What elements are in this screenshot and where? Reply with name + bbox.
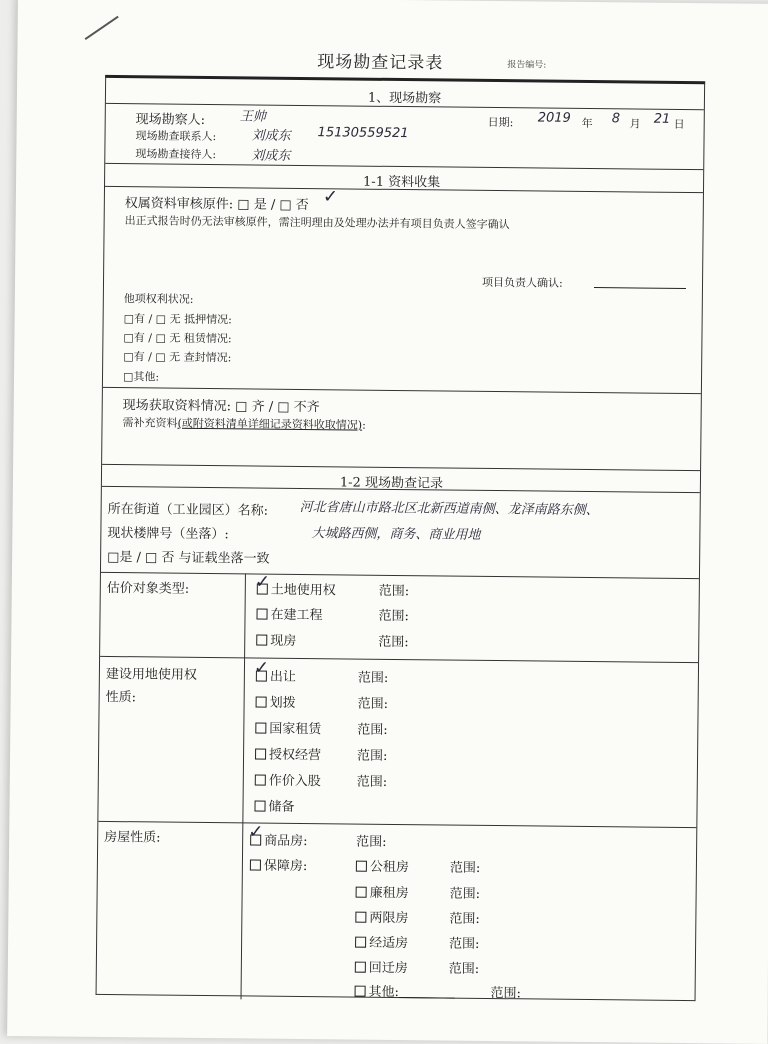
street-label: 所在街道（工业园区）名称: <box>107 501 269 519</box>
inspector-label: 现场勘察人: <box>135 112 206 128</box>
project-leader-confirm-label: 项目负责人确认: <box>481 275 563 290</box>
date-year: 2019 <box>537 110 571 126</box>
land-use-check-mark: ✓ <box>253 657 270 679</box>
land-use-label-2: 性质: <box>105 689 137 706</box>
other-rights-label: 他项权利状况: <box>123 292 194 306</box>
other-row: □其他: <box>122 370 160 384</box>
house-sub-item: 公租房 <box>356 856 409 876</box>
building-label: 现状楼牌号（坐落）: <box>107 525 229 543</box>
obtained-materials-row: 现场获取资料情况: □ 齐 / □ 不齐 <box>122 398 320 416</box>
valuation-range: 范围: <box>378 634 409 651</box>
date-label: 日期: <box>487 115 514 130</box>
lease-row: □有 / □ 无 租赁情况: <box>123 331 232 346</box>
house-sub-range: 范围: <box>449 860 481 876</box>
inspection-form <box>96 75 706 1001</box>
contact-phone: 15130559521 <box>317 125 409 142</box>
valuation-item: 现房 <box>256 630 296 649</box>
house-sub-item: 回迁房 <box>355 957 408 977</box>
consistency-row: □是 / □ 否 与证载坐落一致 <box>107 549 270 567</box>
land-use-range: 范围: <box>357 722 388 738</box>
land-use-item: 出让 <box>256 666 296 685</box>
house-sub-range: 范围: <box>449 936 480 952</box>
report-number-label: 报告编号: <box>507 60 547 71</box>
section-1-1-heading: 1-1 资料收集 <box>362 174 441 191</box>
house-commercial-range: 范围: <box>356 834 387 850</box>
house-nature-label: 房屋性质: <box>104 829 161 846</box>
house-other: 其他: <box>355 981 456 1001</box>
house-check-mark: ✓ <box>248 821 264 843</box>
land-use-range: 范围: <box>357 670 389 686</box>
land-use-label: 建设用地使用权 <box>105 666 197 683</box>
contact-label: 现场勘查联系人: <box>135 129 217 144</box>
date-year-unit: 年 <box>581 116 593 131</box>
ownership-check-mark: ✓ <box>322 186 339 208</box>
section-1-2-heading: 1-2 现场勘查记录 <box>339 475 444 492</box>
house-other-range: 范围: <box>490 986 522 1002</box>
valuation-type-label: 估价对象类型: <box>106 580 190 597</box>
valuation-item: 在建工程 <box>256 604 322 624</box>
paper-sheet <box>7 0 768 1044</box>
land-use-item: 授权经营 <box>255 744 321 764</box>
land-use-range: 范围: <box>357 696 389 712</box>
land-use-range: 范围: <box>356 748 388 764</box>
date-day-unit: 日 <box>673 117 685 131</box>
confirm-signature-line <box>594 277 686 289</box>
receiver-label: 现场勘查接待人: <box>135 147 217 162</box>
house-sub-item: 经适房 <box>355 932 408 952</box>
inspector-value: 王帅 <box>239 109 266 125</box>
land-use-item: 国家租赁 <box>255 718 321 738</box>
supplement-label: 需补充资料(或附资料清单详细记录资料收取情况): <box>122 416 366 432</box>
valuation-item: 土地使用权 <box>257 579 336 599</box>
receiver-value: 刘成东 <box>251 148 291 164</box>
form-title: 现场勘查记录表 <box>317 52 444 74</box>
street-value: 河北省唐山市路北区北新西道南侧、龙泽南路东侧、 <box>299 499 599 519</box>
valuation-check-mark: ✓ <box>254 571 271 593</box>
land-use-item: 划拨 <box>256 692 296 711</box>
land-use-item: 作价入股 <box>255 770 321 790</box>
house-sub-range: 范围: <box>449 886 481 902</box>
building-value: 大城路西侧，商务、商业用地 <box>311 526 481 543</box>
seal-row: □有 / □ 无 查封情况: <box>123 350 232 365</box>
date-month: 8 <box>611 111 621 127</box>
mortgage-row: □有 / □ 无 抵押情况: <box>123 312 232 327</box>
contact-value: 刘成东 <box>251 128 291 144</box>
valuation-range: 范围: <box>378 583 410 600</box>
house-sub-range: 范围: <box>448 961 480 977</box>
house-sub-item: 廉租房 <box>356 882 409 902</box>
valuation-range: 范围: <box>378 608 409 625</box>
date-month-unit: 月 <box>629 117 641 131</box>
land-use-range: 范围: <box>356 774 388 790</box>
land-use-item: 储备 <box>254 796 294 815</box>
house-sub-item: 两限房 <box>355 907 408 927</box>
ownership-review: 权属资料审核原件: □ 是 / □ 否 <box>124 196 309 214</box>
ownership-note: 出正式报告时仍无法审核原件，需注明理由及处理办法并有项目负责人签字确认 <box>124 214 510 232</box>
house-sub-range: 范围: <box>449 911 480 927</box>
house-affordable: 保障房: <box>250 854 308 874</box>
date-day: 21 <box>653 111 671 127</box>
house-commercial: 商品房: <box>250 829 308 849</box>
pen-mark <box>85 16 119 40</box>
section-1-heading: 1、现场勘察 <box>367 90 442 107</box>
